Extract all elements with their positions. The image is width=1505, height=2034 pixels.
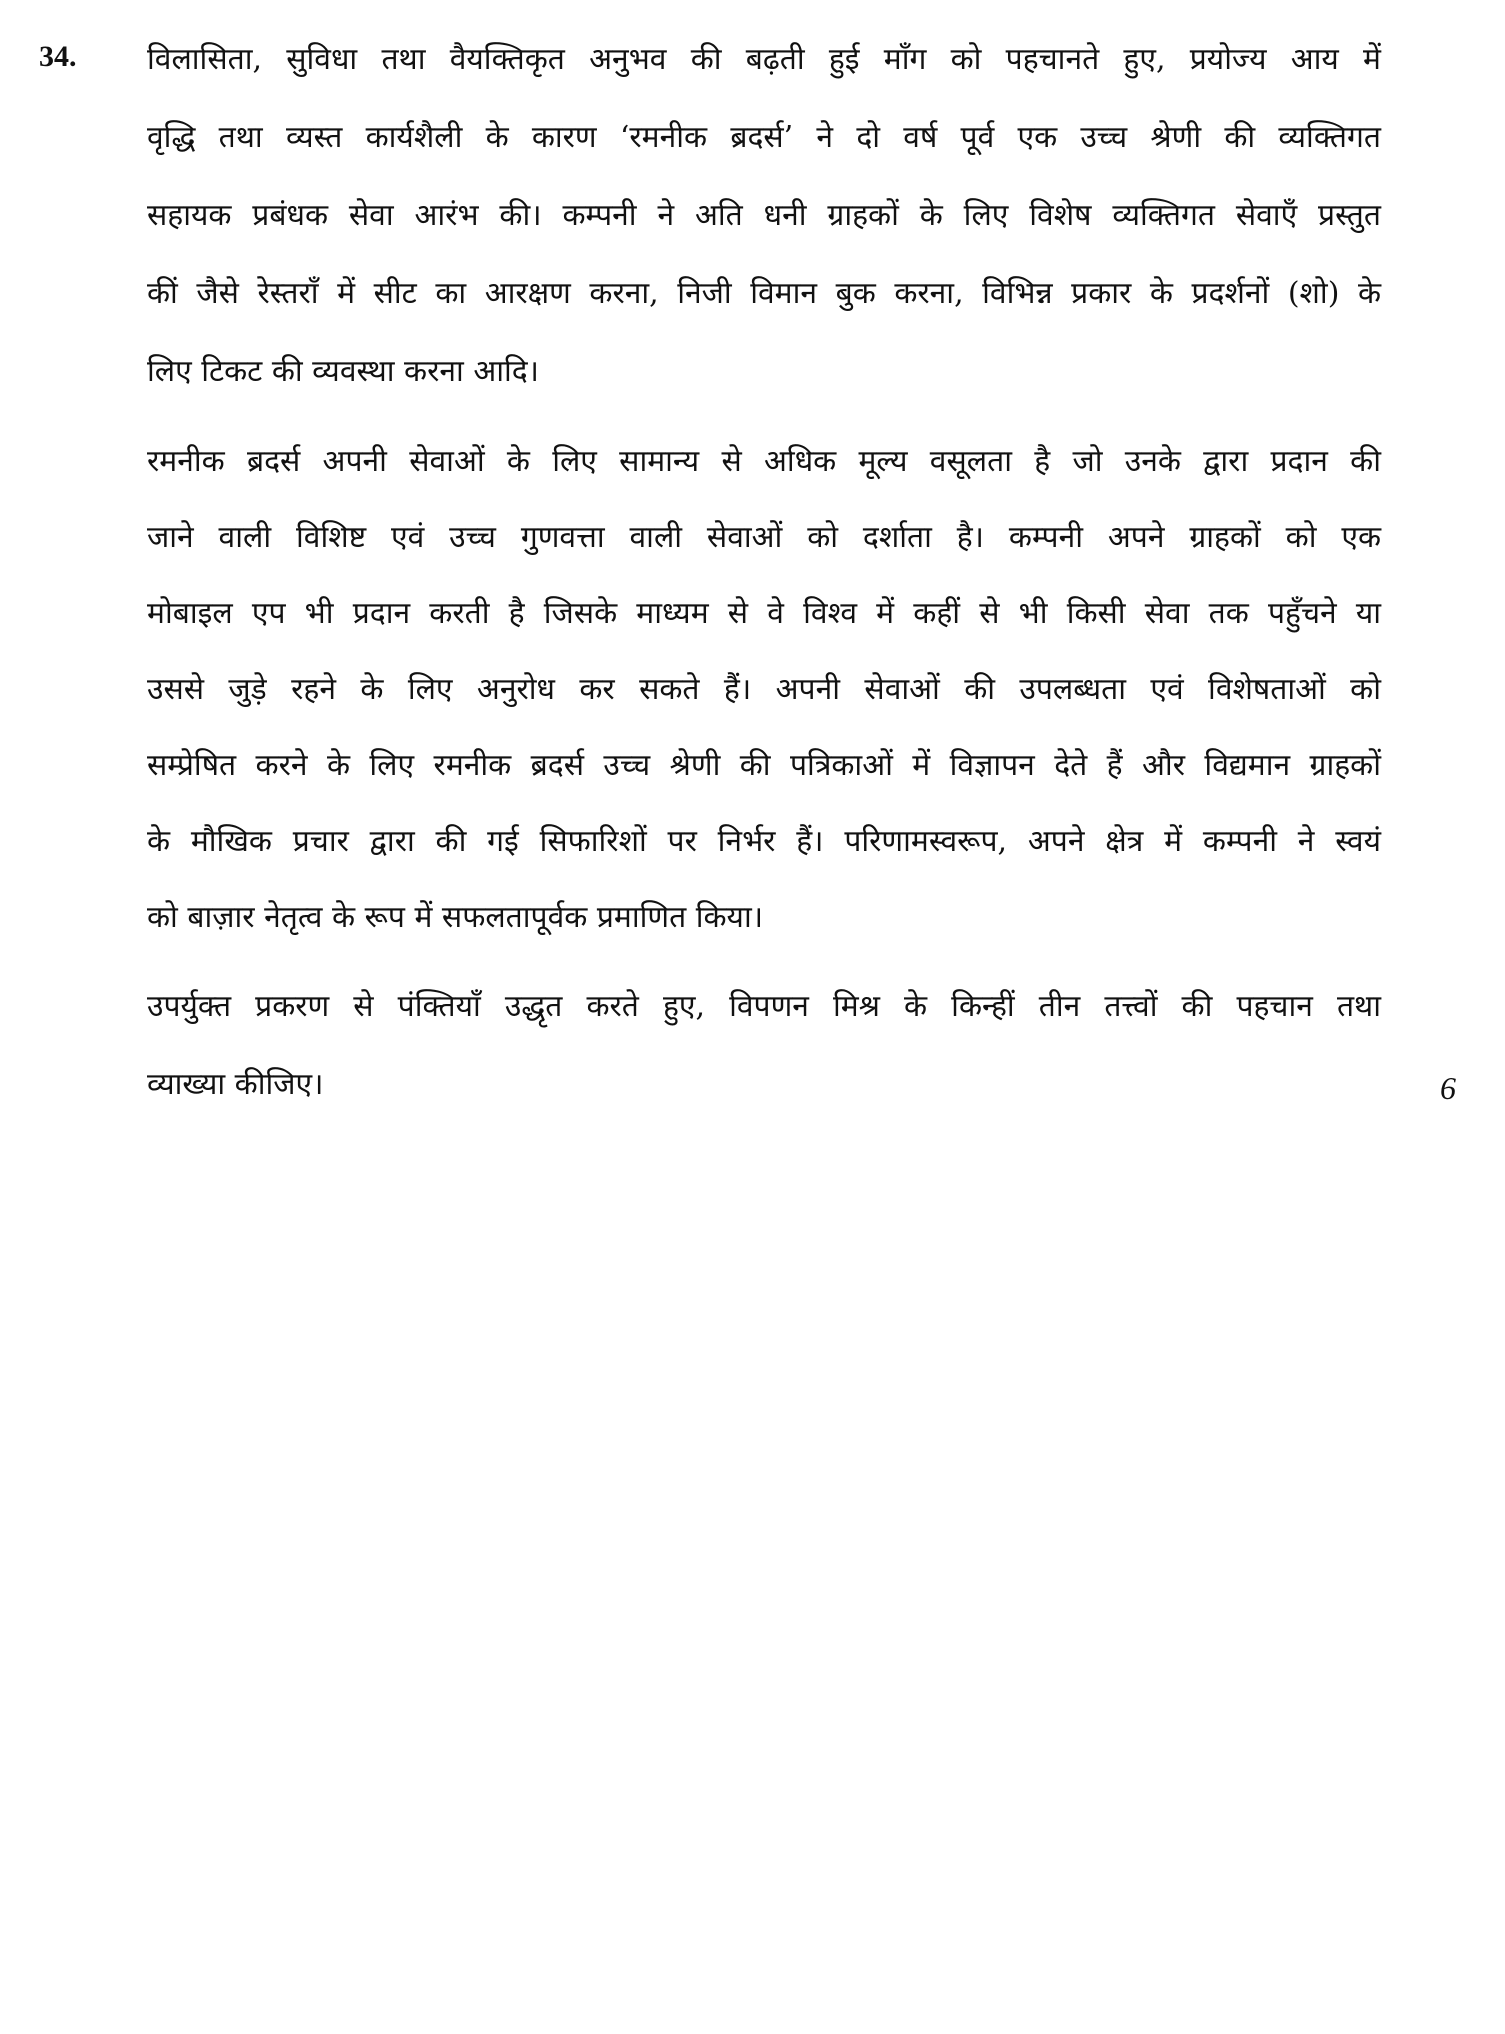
case-paragraph-2 <box>147 440 1381 972</box>
question-marks: 6 <box>1440 1070 1456 1106</box>
text-line: वृद्धि तथा व्यस्त कार्यशैली के कारण ‘रमनीक ब्रदर्स’ ने दो वर्ष पूर्व एक उच्च श्रेणी की व्यक्तिगत <box>147 120 1381 155</box>
case-paragraph-1 <box>147 38 1381 428</box>
text-line: के मौखिक प्रचार द्वारा की गई सिफारिशों पर निर्भर हैं। परिणामस्वरूप, अपने क्षेत्र में कम्पनी ने स्वयं <box>147 824 1381 859</box>
text-line: जाने वाली विशिष्ट एवं उच्च गुणवत्ता वाली सेवाओं को दर्शाता है। कम्पनी अपने ग्राहकों को एक <box>147 520 1381 555</box>
text-line: रमनीक ब्रदर्स अपनी सेवाओं के लिए सामान्य से अधिक मूल्य वसूलता है जो उनके द्वारा प्रदान की <box>147 444 1381 479</box>
text-line: उपर्युक्त प्रकरण से पंक्तियाँ उद्धृत करते हुए, विपणन मिश्र के किन्हीं तीन तत्त्वों की पहचान तथा <box>147 989 1381 1024</box>
text-line: सम्प्रेषित करने के लिए रमनीक ब्रदर्स उच्च श्रेणी की पत्रिकाओं में विज्ञापन देते हैं और विद्यमान ग्राहकों <box>147 748 1381 783</box>
text-line: सहायक प्रबंधक सेवा आरंभ की। कम्पनी ने अति धनी ग्राहकों के लिए विशेष व्यक्तिगत सेवाएँ प्रस्तुत <box>147 198 1381 233</box>
text-line: कीं जैसे रेस्तराँ में सीट का आरक्षण करना, निजी विमान बुक करना, विभिन्न प्रकार के प्रदर्शनों (शो) के <box>147 276 1381 311</box>
text-line: को बाज़ार नेतृत्व के रूप में सफलतापूर्वक प्रमाणित किया। <box>147 900 764 935</box>
text-line: व्याख्या कीजिए। <box>147 1067 324 1102</box>
text-line: विलासिता, सुविधा तथा वैयक्तिकृत अनुभव की बढ़ती हुई माँग को पहचानते हुए, प्रयोज्य आय में <box>147 42 1381 77</box>
question-prompt <box>147 985 1381 1141</box>
text-line: उससे जुड़े रहने के लिए अनुरोध कर सकते हैं। अपनी सेवाओं की उपलब्धता एवं विशेषताओं को <box>147 672 1381 707</box>
question-number: 34. <box>39 40 77 73</box>
text-line: मोबाइल एप भी प्रदान करती है जिसके माध्यम से वे विश्व में कहीं से भी किसी सेवा तक पहुँचने या <box>147 596 1381 631</box>
text-line: लिए टिकट की व्यवस्था करना आदि। <box>147 354 540 389</box>
